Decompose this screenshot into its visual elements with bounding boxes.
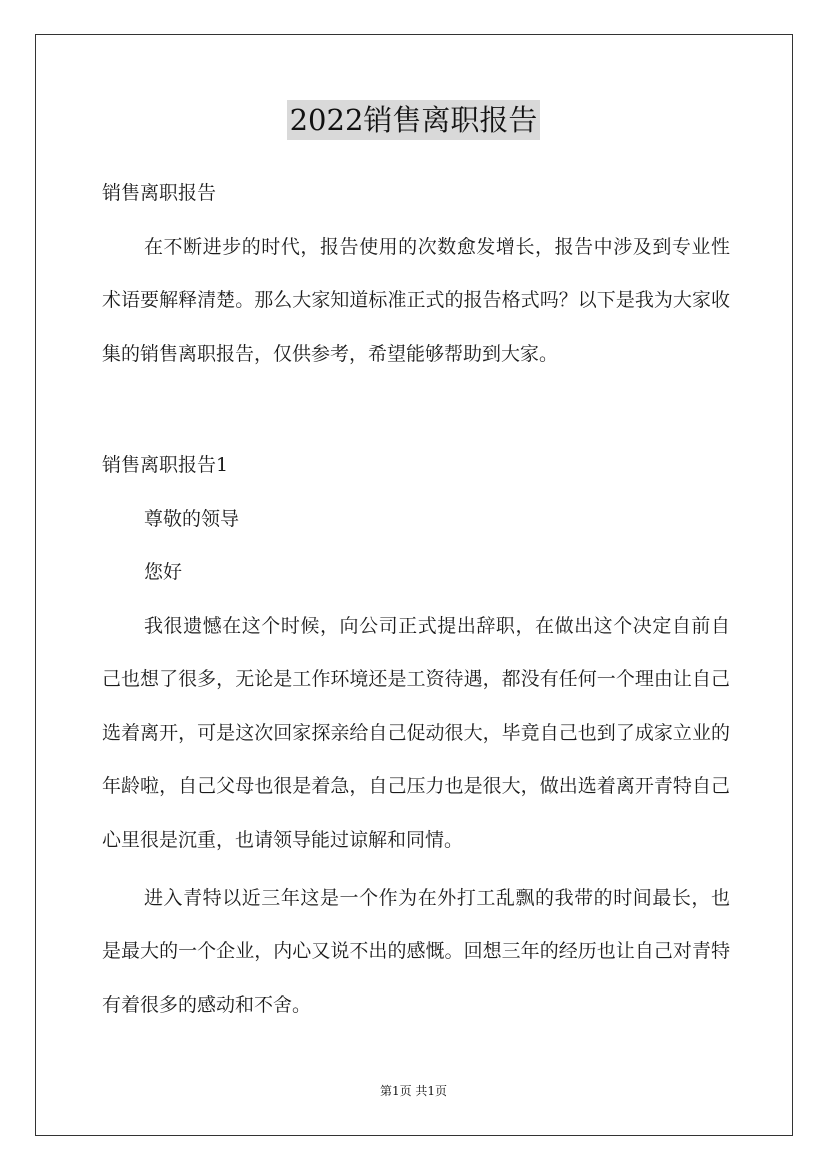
body-paragraph-2: 进入青特以近三年这是一个作为在外打工乱飘的我带的时间最长，也是最大的一个企业，内心又说不出的感慨。回想三年的经历也让自己对青特有着很多的感动和不舍。 [102, 887, 730, 1016]
document-title: 2022销售离职报告 [287, 100, 541, 140]
document-heading: 销售离职报告 [102, 182, 217, 204]
body-paragraph-1: 我很遗憾在这个时候，向公司正式提出辞职，在做出这个决定自前自己也想了很多，无论是工作环境还是工资待遇，都没有任何一个理由让自己选着离开，可是这次回家探亲给自己促动很大，毕竟自己也到了成家立业的年龄啦，自己父母也很是着急，自己压力也是很大，做出选着离开青特自己心里很是沉重，也请领导能过谅解和同情。 [102, 615, 730, 851]
page-footer: 第1页 共1页 [379, 1084, 448, 1098]
salutation: 尊敬的领导 [144, 508, 240, 530]
section-title: 销售离职报告1 [102, 454, 229, 476]
intro-paragraph: 在不断进步的时代，报告使用的次数愈发增长，报告中涉及到专业性术语要解释清楚。那么大家知道标准正式的报告格式吗？以下是我为大家收集的销售离职报告，仅供参考，希望能够帮助到大家。 [102, 236, 730, 365]
greeting: 您好 [144, 561, 183, 583]
title-container [0, 100, 827, 140]
